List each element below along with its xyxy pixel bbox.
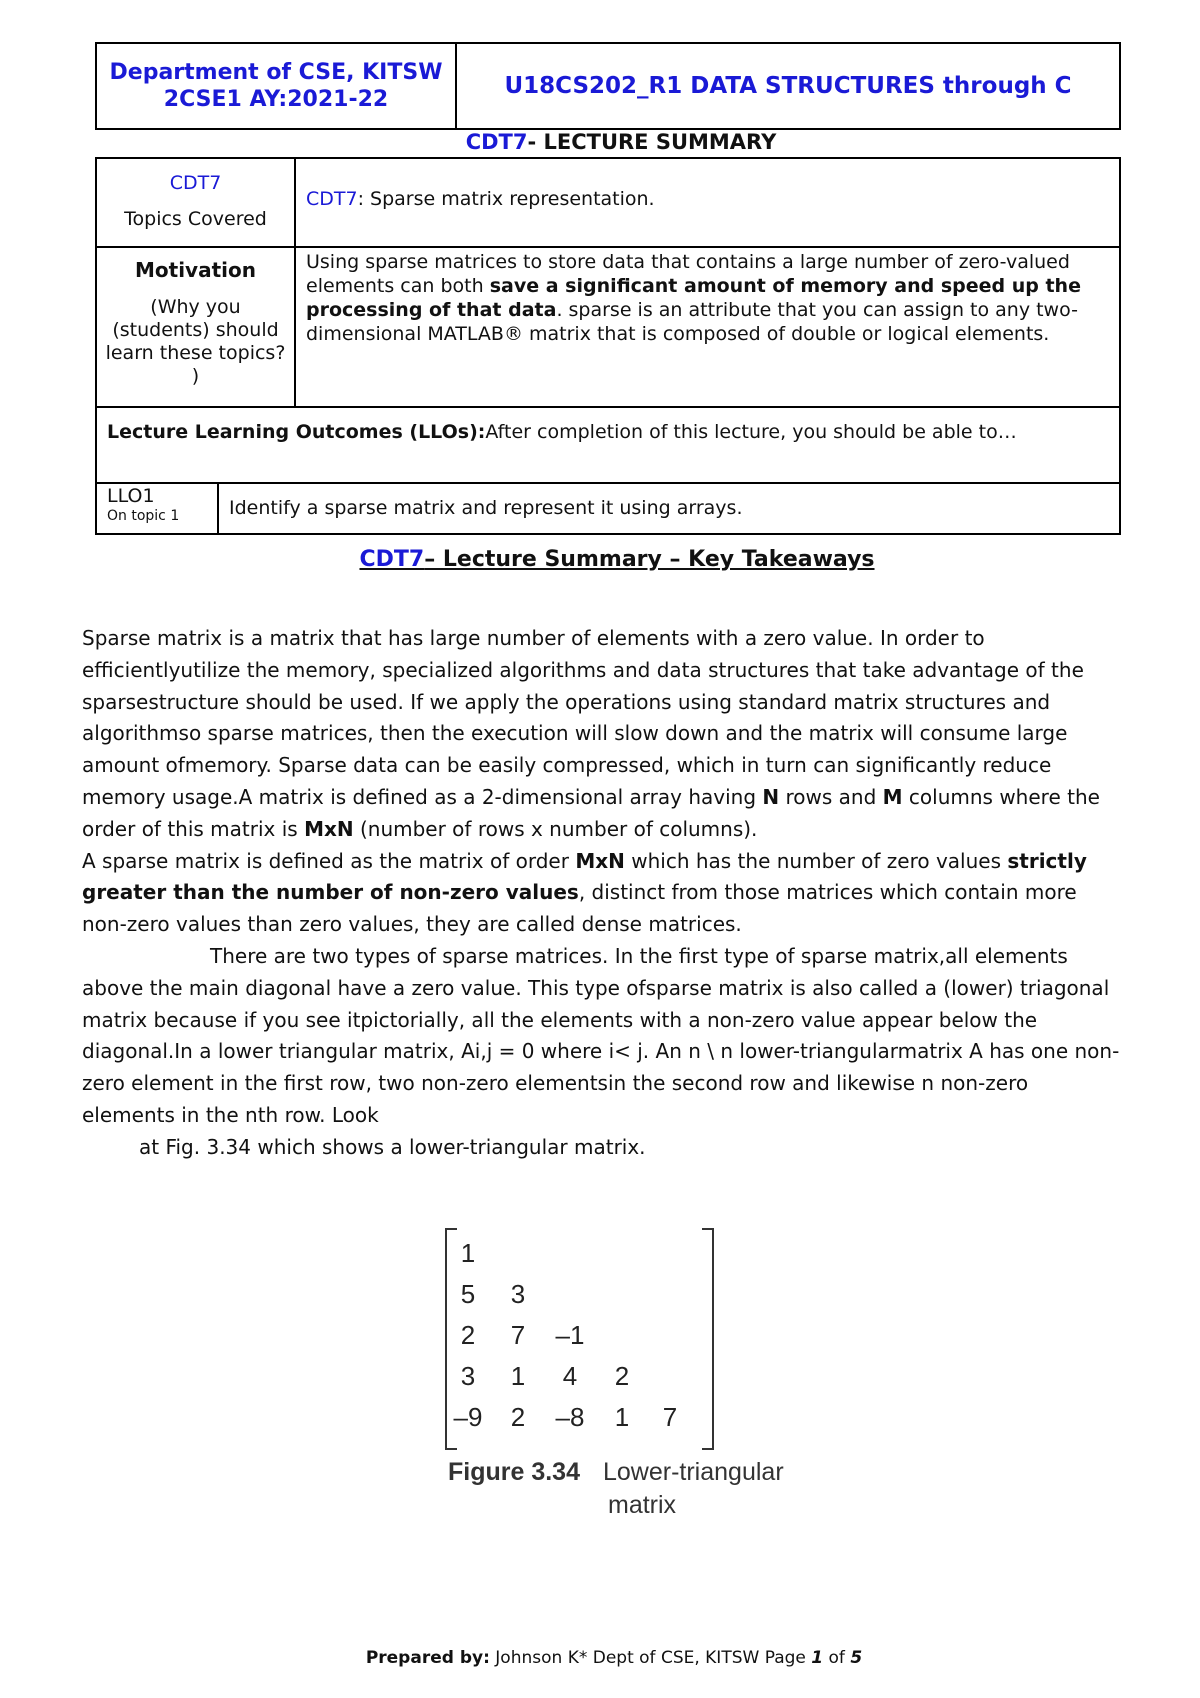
topics-code: CDT7 <box>169 172 222 194</box>
motivation-text-end: . sparse is an attribute that you can assign to any two-dimensional MATLAB® matrix that is composed of double or logical elements. <box>306 299 1078 345</box>
lecture-summary-title <box>0 130 1200 154</box>
key-takeaways-text: – Lecture Summary – Key Takeaways <box>424 547 875 572</box>
topic-code: CDT7 <box>306 188 358 210</box>
p1-m: M <box>882 784 903 809</box>
paragraph-3: There are two types of sparse matrices. In the first type of sparse matrix,all elements above the main diagonal have a zero value. This type ofsparse matrix is also called a (lower) triagonal matrix because if you see itpictorially, all the elements with a non-zero value appear below the diagonal.In a lower triangular matrix, Ai,j = 0 where i< j. An n \ n lower-triangularmatrix A has one non-zero element in the first row, two non-zero elementsin the second row and likewise n non-zero elements in the nth row. Look <box>82 943 1120 1127</box>
page-total: 5 <box>850 1648 863 1668</box>
matrix-cell: –9 <box>453 1402 483 1432</box>
matrix-cell: 1 <box>614 1402 630 1432</box>
llo1-text: Identify a sparse matrix and represent it using arrays. <box>229 497 743 519</box>
llo1-label: LLO1 <box>107 485 155 507</box>
course-title-cell: U18CS202_R1 DATA STRUCTURES through C <box>456 43 1120 129</box>
llo1-label-cell <box>97 484 219 533</box>
matrix-cell: 5 <box>460 1279 476 1309</box>
llo-heading: Lecture Learning Outcomes (LLOs): <box>107 421 486 443</box>
motivation-label-cell <box>96 247 295 407</box>
key-takeaways-code: CDT7 <box>359 547 425 572</box>
matrix-figure <box>445 1228 705 1454</box>
matrix-cell: 2 <box>510 1402 526 1432</box>
summary-code: CDT7 <box>465 130 528 154</box>
p1-text-d: (number of rows x number of columns). <box>353 816 758 841</box>
llo-intro: After completion of this lecture, you should be able to… <box>485 421 1017 443</box>
matrix-cell: –8 <box>555 1402 585 1432</box>
motivation-text-cell <box>295 247 1120 407</box>
caption-line-1: Lower-triangular <box>603 1458 784 1486</box>
p2-mxn: MxN <box>575 848 625 873</box>
motivation-bold-text: save a significant amount of memory and speed up the processing of that data <box>306 275 1081 321</box>
p2-text-b: which has the number of zero values <box>624 848 1008 873</box>
matrix-cell: 3 <box>460 1361 476 1391</box>
topic-cell <box>295 158 1120 247</box>
llo1-sub: On topic 1 <box>107 508 180 524</box>
p2-text-c: , distinct from those matrices which contain more non-zero values than zero values, they are called dense matrices. <box>82 880 1077 937</box>
matrix-cell: 2 <box>614 1361 630 1391</box>
topic-text: : Sparse matrix representation. <box>357 188 655 210</box>
paragraph-4: at Fig. 3.34 which shows a lower-triangular matrix. <box>139 1134 646 1159</box>
p1-text-b: rows and <box>779 784 883 809</box>
summary-table <box>95 157 1121 535</box>
p1-text-a: Sparse matrix is a matrix that has large number of elements with a zero value. In order to efficientlyutilize the memory, specialized algorithms and data structures that take advantage of the sparsestructure should be used. If we apply the operations using standard matrix structures and algorithmso sparse matrices, then the execution will slow down and the matrix will consume large amount ofmemory. Sparse data can be easily compressed, which in turn can significantly reduce memory usage.A matrix is defined as a 2-dimensional array having <box>82 626 1084 809</box>
summary-title-text: - LECTURE SUMMARY <box>527 130 777 154</box>
caption-line-2: matrix <box>608 1491 677 1519</box>
author-text: Johnson K* Dept of CSE, KITSW <box>489 1648 765 1668</box>
matrix-cell: –1 <box>555 1320 585 1350</box>
p1-n: N <box>762 784 780 809</box>
matrix-cell: 7 <box>510 1320 526 1350</box>
matrix-cell: 4 <box>562 1361 578 1391</box>
paragraph-2 <box>82 846 1127 941</box>
topics-covered-label: Topics Covered <box>124 208 267 230</box>
llo-heading-cell <box>96 407 1120 483</box>
matrix-cell: 1 <box>510 1361 526 1391</box>
p1-mxn: MxN <box>304 816 354 841</box>
figure-caption <box>448 1456 784 1522</box>
prepared-by-label: Prepared by: <box>365 1648 490 1668</box>
page-footer <box>0 1648 1200 1668</box>
matrix-cell: 1 <box>460 1238 476 1268</box>
page-word: Page <box>764 1648 812 1668</box>
key-takeaways-heading <box>0 547 1200 572</box>
p2-bold: strictly greater than the number of non-zero values <box>82 848 1087 905</box>
topics-label-cell <box>96 158 295 247</box>
of-word: of <box>823 1648 851 1668</box>
matrix-cell: 3 <box>510 1279 526 1309</box>
p1-text-c: columns where the order of this matrix is <box>82 784 1100 841</box>
page-number: 1 <box>811 1648 824 1668</box>
body-text <box>82 623 1127 1164</box>
p2-text-a: A sparse matrix is defined as the matrix of order <box>82 848 576 873</box>
matrix-cell: 7 <box>662 1402 678 1432</box>
matrix-cell: 2 <box>460 1320 476 1350</box>
header-table <box>95 42 1121 130</box>
department-cell: Department of CSE, KITSW 2CSE1 AY:2021-22 <box>96 43 456 129</box>
motivation-text: Using sparse matrices to store data that contains a large number of zero-valued elements can both <box>306 251 1070 297</box>
motivation-label: Motivation <box>135 258 256 282</box>
figure-number: Figure 3.34 <box>448 1458 580 1486</box>
right-bracket <box>702 1228 714 1450</box>
paragraph-1 <box>82 623 1127 846</box>
motivation-sub: (Why you (students) should learn these topics? ) <box>105 296 286 387</box>
llo1-row <box>96 483 1120 534</box>
